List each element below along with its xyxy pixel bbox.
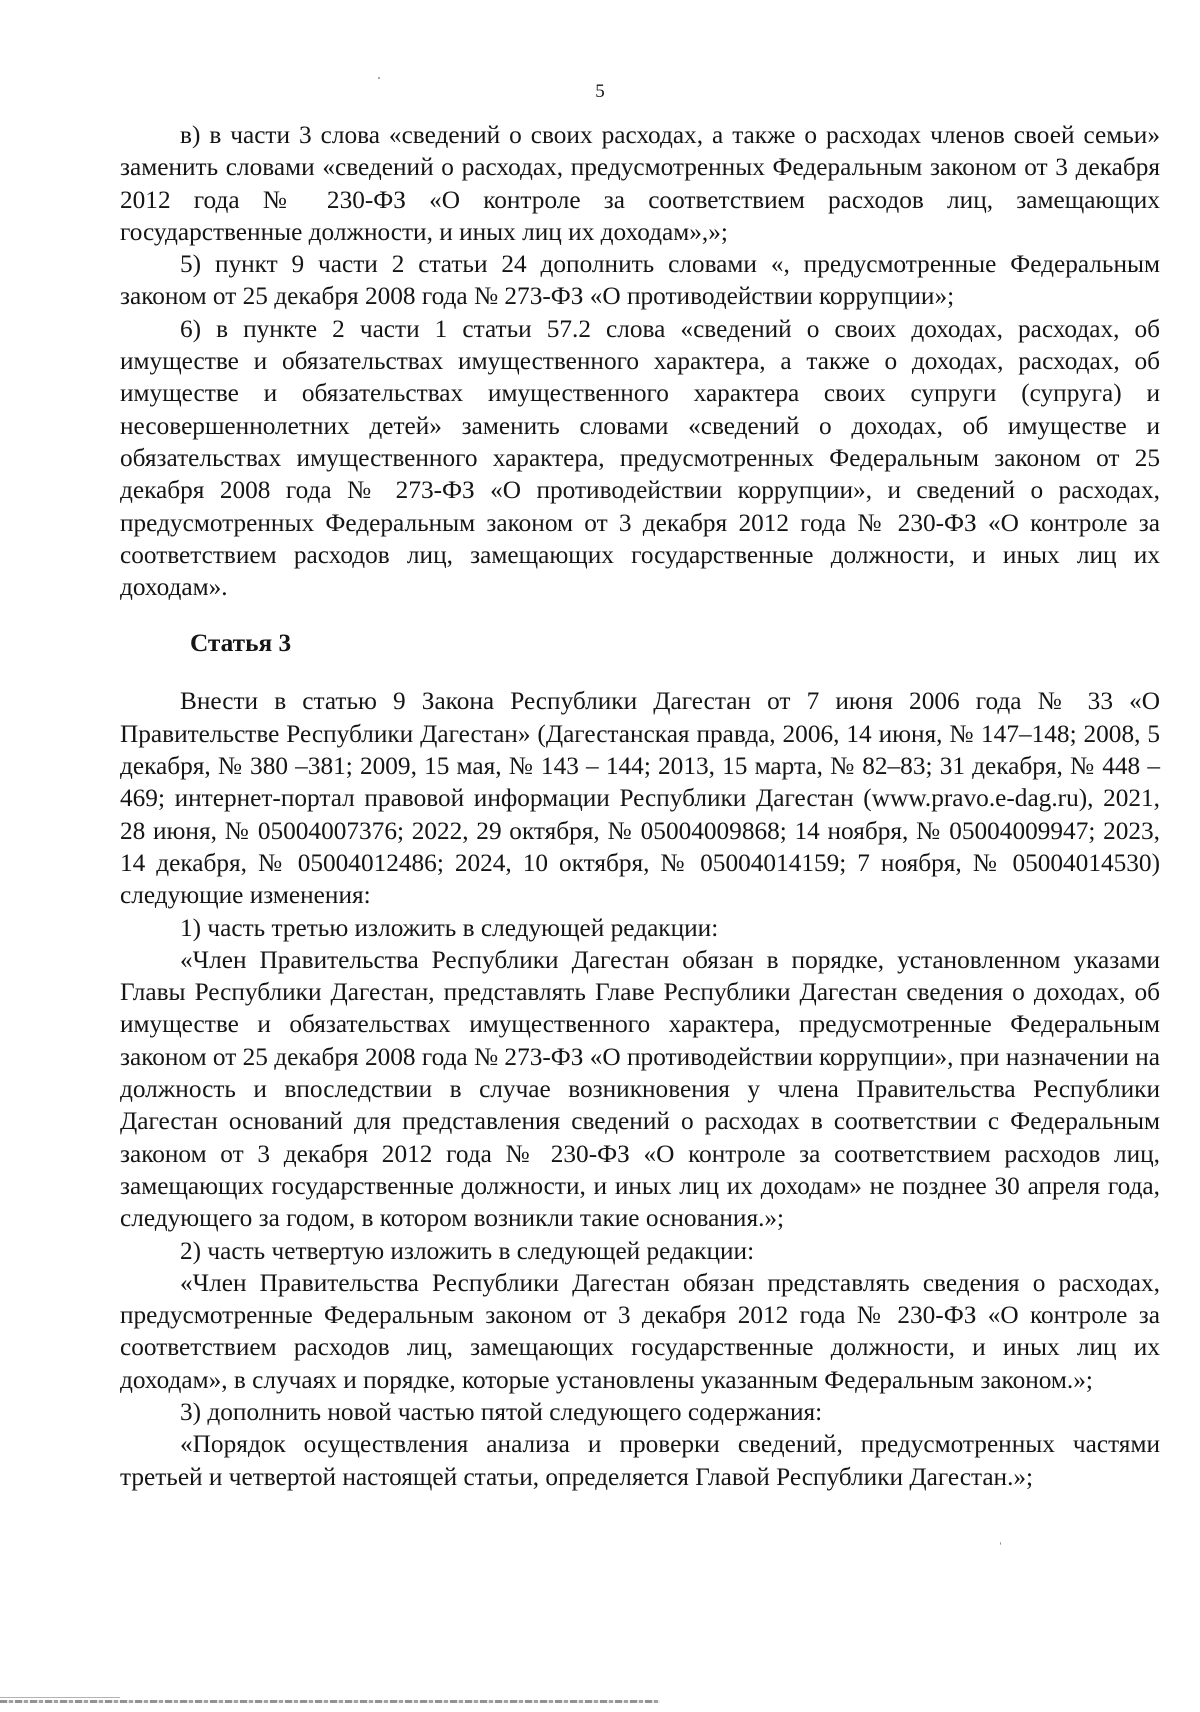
paragraph-article-intro: Внести в статью 9 Закона Республики Дагестан от 7 июня 2006 года № 33 «О Правительстве Республики Дагестан» (Дагестанская правда, 2006, 14 июня, № 147–148; 2008, 5 декабря, № 380 –381; 2009, 15 мая, № 143 – 144; 2013, 15 марта, № 82–83; 31 декабря, № 448 – 469; интернет-портал правовой информации Республики Дагестан (www.pravo.e-dag.ru), 2021, 28 июня, № 05004007376; 2022, 29 октября, № 05004009868; 14 ноября, № 05004009947; 2023, 14 декабря, № 05004012486; 2024, 10 октября, № 05004014159; 7 ноября, № 05004014530) следующие изменения: [120, 687, 1160, 910]
scan-edge-line [0, 1697, 120, 1698]
paragraph-item-1-text: «Член Правительства Республики Дагестан обязан в порядке, установленном указами Главы Республики Дагестан, представлять Главе Республики Дагестан сведения о доходах, об имуществе и обязательствах имущественного характера, предусмотренные Федеральным законом от 25 декабря 2008 года № 273-ФЗ «О противодействии коррупции», при назначении на должность и впоследствии в случае возникновения у члена Правительства Республики Дагестан оснований для представления сведений о расходах в соответствии с Федеральным законом от 3 декабря 2012 года № 230-ФЗ «О контроле за соответствием расходов лиц, замещающих государственные должности, и иных лиц их доходам» не позднее 30 апреля года, следующего за годом, в котором возникли такие основания.»; [120, 945, 1160, 1233]
paragraph-amendment-v: в) в части 3 слова «сведений о своих расходах, а также о расходах членов своей семьи» заменить словами «сведений о расходах, предусмотренных Федеральным законом от 3 декабря 2012 года № 230-ФЗ «О контроле за соответствием расходов лиц, замещающих государственные должности, и иных лиц их доходам»,»; [120, 121, 1160, 246]
paragraph-item-2-text: «Член Правительства Республики Дагестан обязан представлять сведения о расходах, предусмотренные Федеральным законом от 3 декабря 2012 года № 230-ФЗ «О контроле за соответствием расходов лиц, замещающих государственные должности, и иных лиц их доходам», в случаях и порядке, которые установлены указанным Федеральным законом.»; [120, 1268, 1160, 1394]
document-body [120, 119, 1160, 1493]
paragraph-item-3: 3) дополнить новой частью пятой следующего содержания: [180, 1397, 823, 1426]
paragraph-item-1: 1) часть третью изложить в следующей редакции: [180, 913, 719, 942]
article-heading: Статья 3 [190, 629, 292, 658]
scan-speck [378, 77, 380, 79]
paragraph-item-2: 2) часть четвертую изложить в следующей редакции: [180, 1236, 755, 1265]
scan-edge-artifact [0, 1700, 660, 1703]
scan-speck [1000, 1542, 1001, 1545]
paragraph-amendment-5: 5) пункт 9 части 2 статьи 24 дополнить словами «, предусмотренные Федеральным законом от 25 декабря 2008 года № 273-ФЗ «О противодействии коррупции»; [120, 250, 1160, 311]
paragraph-item-3-text: «Порядок осуществления анализа и проверки сведений, предусмотренных частями третьей и четвертой настоящей статьи, определяется Главой Республики Дагестан.»; [120, 1430, 1160, 1491]
paragraph-amendment-6: 6) в пункте 2 части 1 статьи 57.2 слова «сведений о своих доходах, расходах, об имуществе и обязательствах имущественного характера, а также о доходах, расходах, об имуществе и обязательствах имущественного характера своих супруги (супруга) и несовершеннолетних детей» заменить словами «сведений о доходах, об имуществе и обязательствах имущественного характера, предусмотренных Федеральным законом от 25 декабря 2008 года № 273-ФЗ «О противодействии коррупции», и сведений о расходах, предусмотренных Федеральным законом от 3 декабря 2012 года № 230-ФЗ «О контроле за соответствием расходов лиц, замещающих государственные должности, и иных лиц их доходам». [120, 314, 1160, 602]
page-number: 5 [595, 81, 605, 102]
